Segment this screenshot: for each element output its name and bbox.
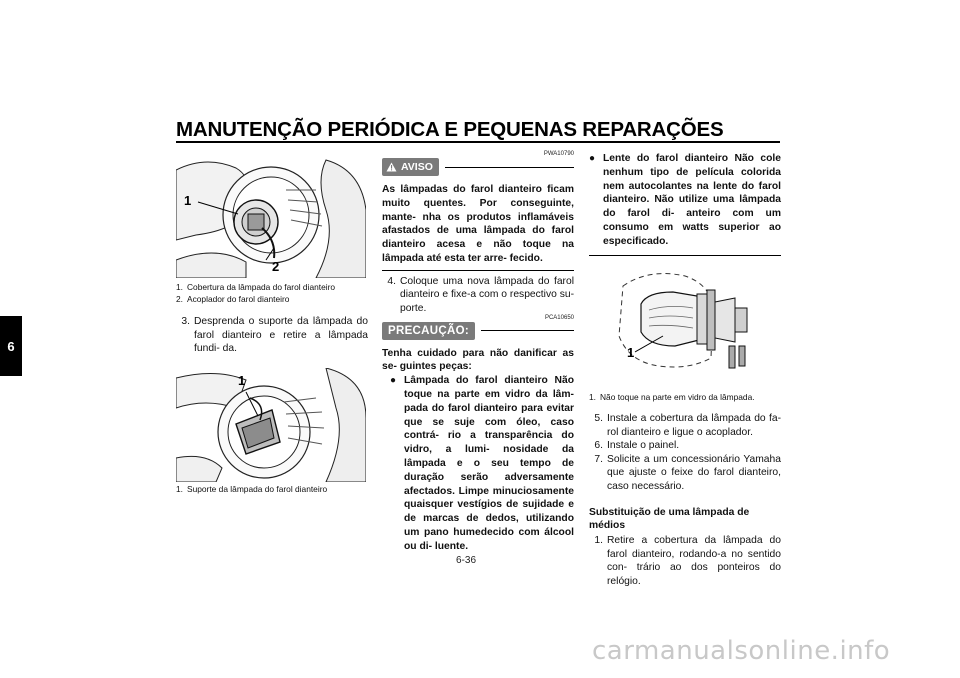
step-5: 5. Instale a cobertura da lâmpada do fa- rol dianteiro e ligue o acoplador. [594,413,781,438]
warning-triangle-icon [386,162,397,172]
warning-badge: AVISO [382,158,439,176]
callout-2: 2 [272,259,280,274]
caption-item: 2. Acoplador do farol dianteiro [176,293,290,304]
step-7: 7. Solicite a um concessionário Yamaha que ajuste o feixe do farol dianteiro, caso necessário. [594,453,781,493]
caption-item: 1. Não toque na parte em vidro da lâmpada. [589,391,755,402]
separator [589,255,781,256]
steps-list [589,412,781,494]
heading-rule [445,167,574,168]
warning-heading [382,158,574,176]
callout-1: 1 [627,344,635,360]
caption-item: 1. Cobertura da lâmpada do farol dianteiro [176,282,336,292]
page-number: 6-36 [456,555,477,566]
step-3: 3. Desprenda o suporte da lâmpada do farol dianteiro e retire a lâmpada fundi- da. [181,316,368,355]
bullet-icon: ● [390,375,397,387]
caution-intro: Tenha cuidado para não danificar as se- guintes peças: [382,347,574,373]
callout-1: 1 [184,193,192,208]
step-1: 1. Retire a cobertura da lâmpada do farol dianteiro, rodando-a no sentido con- trário ao dos ponteiros do relógio. [594,535,781,588]
warning-code: PWA10790 [543,151,574,157]
column-left [176,150,368,495]
callout-1: 1 [238,372,246,388]
column-right [589,150,781,589]
halogen-bulb-illustration [589,266,779,392]
caption-list-3 [589,392,781,404]
caption-list-2 [176,484,368,496]
caution-code: PCA10650 [544,314,574,321]
warning-text: As lâmpadas do farol dianteiro ficam muito quentes. Por conseguinte, mante- nha os produtos inflamáveis afastados de uma lâmpada do farol dianteiro acesa e não toque na lâmpada até esta ter arre- fecido. [382,184,574,264]
caution-heading [382,322,574,340]
watermark: carmanualsonline.info [592,636,891,666]
chapter-tab: 6 [0,316,22,376]
heading-rule [481,330,574,331]
bullet-icon: ● [589,153,596,164]
caption-item: 1. Suporte da lâmpada do farol dianteiro [176,483,328,494]
section-subheading: Substituição de uma lâmpada de médios [589,506,750,532]
step-4: 4. Coloque uma nova lâmpada do farol dianteiro e fixe-a com o respectivo su- porte. [387,275,574,314]
lens-bullet: ● Lente do farol dianteiro Não cole nenhum tipo de película colorida nem autocolantes na lente do farol dianteiro. Não utilize uma lâmpada do farol di- anteiro com um consumo em watts superior ao especificado. [589,153,781,247]
bulb-holder-photo [176,368,366,482]
column-middle [382,150,574,554]
separator [382,270,574,271]
step-6: 6. Instale o painel. [594,440,680,452]
caution-badge: PRECAUÇÃO: [382,322,475,340]
title-rule [176,141,780,143]
headlight-cover-photo [176,150,366,278]
caption-list-1 [176,282,368,305]
page-title: MANUTENÇÃO PERIÓDICA E PEQUENAS REPARAÇÕES [176,118,724,141]
caution-bullet: ● Lâmpada do farol dianteiro Não toque na parte em vidro da lâm- pada do farol dianteiro para evitar que se suje com óleo, caso contrá- rio a transparência do vidro, a lumi- nosidade da lâmpada e o seu tempo de duração serão adversamente afectados. Limpe minuciosamente quaisquer vestígios de sujidade e de marcas de dedos, utilizando um pano humedecido com álcool ou di- luente. [390,375,574,552]
